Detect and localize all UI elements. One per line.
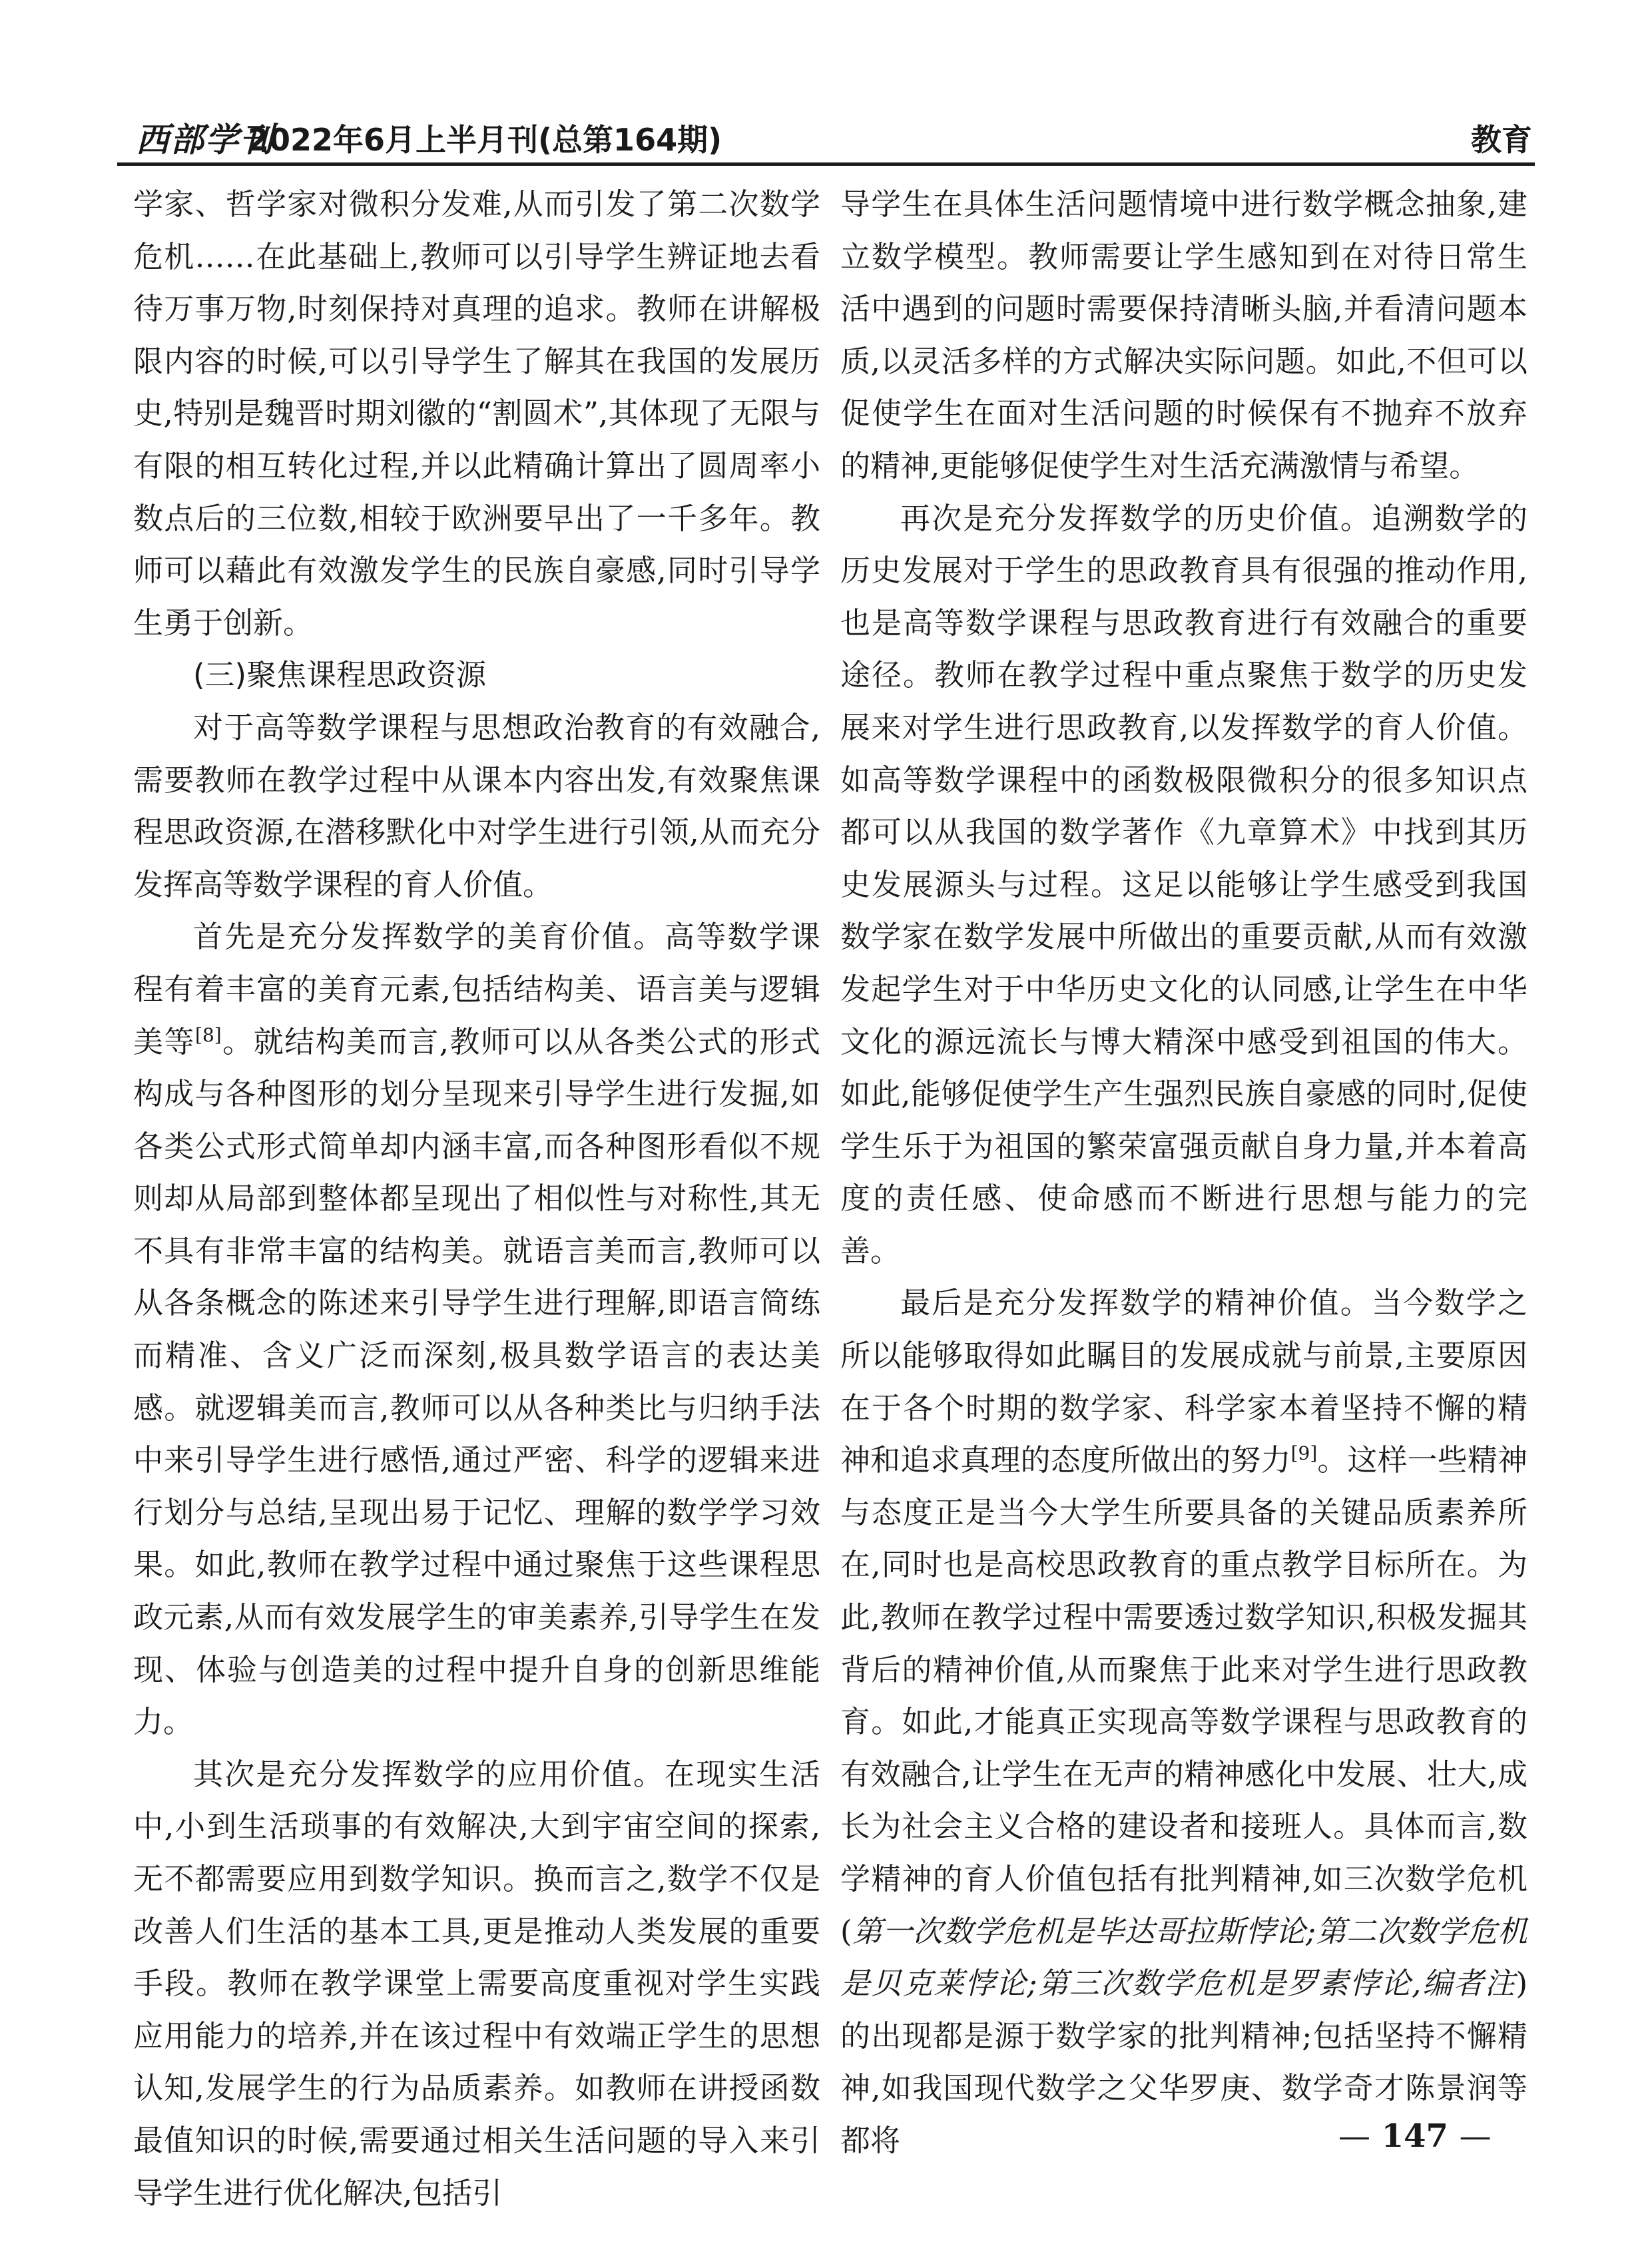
page-number: 147 xyxy=(1381,2117,1448,2155)
citation-ref: [9] xyxy=(1290,1442,1318,1465)
paragraph: 其次是充分发挥数学的应用价值。在现实生活中,小到生活琐事的有效解决,大到宇宙空间的探索,无不都需要应用到数学知识。换而言之,数学不仅是改善人们生活的基本工具,更是推动人类发展的重要手段。教师在教学课堂上需要高度重视对学生实践应用能力的培养,并在该过程中有效端正学生的思想认知,发展学生的行为品质素养。如教师在讲授函数最值知识的时候,需要通过相关生活问题的导入来引导学生进行优化解决,包括引 xyxy=(133,1756,820,2211)
footer-dash: — xyxy=(1338,2117,1370,2155)
paragraph: 再次是充分发挥数学的历史价值。追溯数学的历史发展对于学生的思政教育具有很强的推动作用,也是高等数学课程与思政教育进行有效融合的重要途径。教师在教学过程中重点聚焦于数学的历史发展来对学生进行思政教育,以发挥数学的育人价值。如高等数学课程中的函数极限微积分的很多知识点都可以从我国的数学著作《九章算术》中找到其历史发展源头与过程。这足以能够让学生感受到我国数学家在数学发展中所做出的重要贡献,从而有效激发起学生对于中华历史文化的认同感,让学生在中华文化的源远流长与博大精深中感受到祖国的伟大。如此,能够促使学生产生强烈民族自豪感的同时,促使学生乐于为祖国的繁荣富强贡献自身力量,并本着高度的责任感、使命感而不断进行思想与能力的完善。 xyxy=(840,500,1527,1268)
paragraph: 导学生在具体生活问题情境中进行数学概念抽象,建立数学模型。教师需要让学生感知到在对待日常生活中遇到的问题时需要保持清晰头脑,并看清问题本质,以灵活多样的方式解决实际问题。如此,不但可以促使学生在面对生活问题的时候保有不抛弃不放弃的精神,更能够促使学生对生活充满激情与希望。 xyxy=(840,186,1527,483)
footer-dash: — xyxy=(1459,2117,1492,2155)
paragraph: 对于高等数学课程与思想政治教育的有效融合,需要教师在教学过程中从课本内容出发,有效聚焦课程思政资源,在潜移默化中对学生进行引领,从而充分发挥高等数学课程的育人价值。 xyxy=(133,709,820,902)
section-label: 教育 xyxy=(1471,122,1532,158)
page-footer xyxy=(1338,2117,1492,2155)
paragraph-text: )的出现都是源于数学家的批判精神;包括坚持不懈精神,如我国现代数学之父华罗庚、数学奇才陈景润等都将 xyxy=(840,1966,1527,2158)
right-column xyxy=(840,178,1527,2167)
issue-info: 2022年6月上半月刊(总第164期) xyxy=(248,122,722,158)
citation-ref: [8] xyxy=(195,1023,222,1046)
paragraph xyxy=(133,911,820,1749)
left-column xyxy=(133,178,820,2219)
page-header xyxy=(117,112,1535,165)
header-rule xyxy=(117,162,1535,166)
journal-logo: 西部学刊 xyxy=(136,120,274,159)
paragraph-text: 最后是充分发挥数学的精神价值。当今数学之所以能够取得如此瞩目的发展成就与前景,主要原因在于各个时期的数学家、科学家本着坚持不懈的精神和追求真理的态度所做出的努力 xyxy=(840,1285,1527,1478)
editor-note: 第一次数学危机是毕达哥拉斯悖论;第二次数学危机是贝克莱悖论;第三次数学危机是罗素悖论,编者注 xyxy=(840,1913,1527,2002)
paragraph-text: 。这样一些精神与态度正是当今大学生所要具备的关键品质素养所在,同时也是高校思政教育的重点教学目标所在。为此,教师在教学过程中需要透过数学知识,积极发掘其背后的精神价值,从而聚焦于此来对学生进行思政教育。如此,才能真正实现高等数学课程与思政教育的有效融合,让学生在无声的精神感化中发展、壮大,成长为社会主义合格的建设者和接班人。具体而言,数学精神的育人价值包括有批判精神,如三次数学危机( xyxy=(840,1442,1527,1949)
paragraph xyxy=(840,1277,1527,2167)
paragraph-text: 首先是充分发挥数学的美育价值。高等数学课程有着丰富的美育元素,包括结构美、语言美与逻辑美等 xyxy=(133,919,820,1059)
paragraph: 学家、哲学家对微积分发难,从而引发了第二次数学危机……在此基础上,教师可以引导学生辨证地去看待万事万物,时刻保持对真理的追求。教师在讲解极限内容的时候,可以引导学生了解其在我国的发展历史,特别是魏晋时期刘徽的“割圆术”,其体现了无限与有限的相互转化过程,并以此精确计算出了圆周率小数点后的三位数,相较于欧洲要早出了一千多年。教师可以藉此有效激发学生的民族自豪感,同时引导学生勇于创新。 xyxy=(133,186,820,641)
section-subheading: (三)聚焦课程思政资源 xyxy=(193,657,487,693)
paragraph-text: 。就结构美而言,教师可以从各类公式的形式构成与各种图形的划分呈现来引导学生进行发掘,如各类公式形式简单却内涵丰富,而各种图形看似不规则却从局部到整体都呈现出了相似性与对称性,其无不具有非常丰富的结构美。就语言美而言,教师可以从各条概念的陈述来引导学生进行理解,即语言简练而精准、含义广泛而深刻,极具数学语言的表达美感。就逻辑美而言,教师可以从各种类比与归纳手法中来引导学生进行感悟,通过严密、科学的逻辑来进行划分与总结,呈现出易于记忆、理解的数学学习效果。如此,教师在教学过程中通过聚焦于这些课程思政元素,从而有效发展学生的审美素养,引导学生在发现、体验与创造美的过程中提升自身的创新思维能力。 xyxy=(133,1023,820,1740)
